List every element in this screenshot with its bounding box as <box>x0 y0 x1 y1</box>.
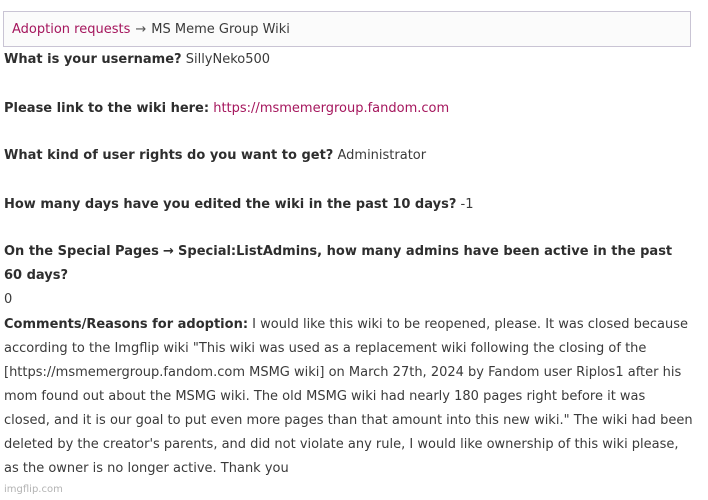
breadcrumb-current-page: MS Meme Group Wiki <box>151 21 290 37</box>
days-edited-answer: -1 <box>460 197 474 212</box>
user-rights-question: What kind of user rights do you want to get? <box>4 148 334 163</box>
wiki-link-question: Please link to the wiki here: <box>4 101 210 116</box>
username-row <box>4 48 694 72</box>
wiki-url-link[interactable]: https://msmemergroup.fandom.com <box>213 101 450 116</box>
comments-answer: I would like this wiki to be reopened, please. It was closed because according to the Imgflip wiki "This wiki was used as a replacement wiki following the closing of the [https://msmemergroup.fandom.com MSMG wiki] on March 27th, 2024 by Fandom user Riplos1 after his mom found out about the MSMG wiki. The old MSMG wiki had nearly 180 pages right before it was closed, and it is our goal to put even more pages than that amount into this new wiki." The wiki had been deleted by the creator's parents, and did not violate any rule, I would like ownership of this wiki please, as the owner is no longer active. Thank you <box>4 317 693 476</box>
breadcrumb <box>3 11 691 47</box>
user-rights-answer: Administrator <box>337 148 427 163</box>
comments-row <box>4 313 694 481</box>
wiki-link-row <box>4 97 694 121</box>
days-edited-row <box>4 193 694 217</box>
username-question: What is your username? <box>4 52 182 67</box>
imgflip-watermark: imgflip.com <box>4 484 63 495</box>
active-admins-answer: 0 <box>4 292 13 307</box>
active-admins-question-start: On the Special Pages <box>4 244 159 259</box>
active-admins-arrow: → <box>163 244 174 259</box>
username-answer: SillyNeko500 <box>185 52 271 67</box>
comments-question: Comments/Reasons for adoption: <box>4 317 249 332</box>
user-rights-row <box>4 144 694 168</box>
breadcrumb-arrow: → <box>135 21 147 37</box>
breadcrumb-adoption-requests-link[interactable]: Adoption requests <box>12 21 131 37</box>
days-edited-question: How many days have you edited the wiki in the past 10 days? <box>4 197 457 212</box>
active-admins-question-end: Special:ListAdmins, how many admins have been active in the past 60 days? <box>4 244 673 283</box>
active-admins-row <box>4 240 694 312</box>
